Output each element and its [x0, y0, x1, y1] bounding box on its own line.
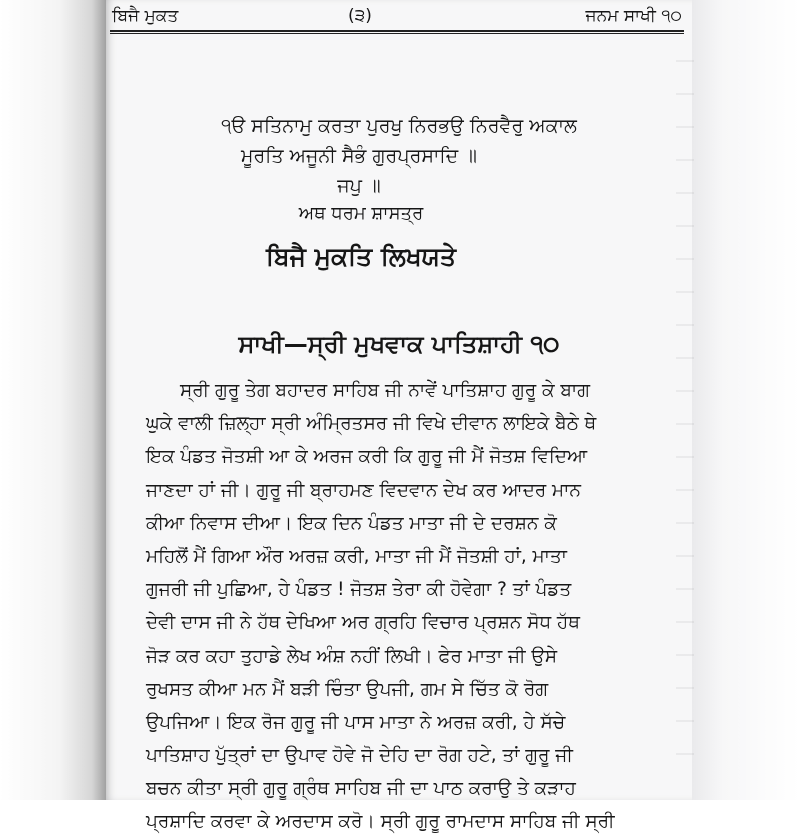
page-number: (੩)	[348, 6, 372, 26]
book-page	[106, 0, 692, 833]
saakhi-heading: ਸਾਖੀ—ਸ੍ਰੀ ਮੁਖਵਾਕ ਪਾਤਿਸ਼ਾਹੀ ੧੦	[238, 330, 560, 358]
body-line: ਸ੍ਰੀ ਗੁਰੂ ਤੇਗ ਬਹਾਦਰ ਸਾਹਿਬ ਜੀ ਨਾਵੇਂ ਪਾਤਿਸ਼ਾਹ ਗੁਰੂ ਕੇ ਬਾਗ	[180, 380, 590, 401]
body-line: ਪ੍ਰਸ਼ਾਦਿ ਕਰਵਾ ਕੇ ਅਰਦਾਸ ਕਰੋ। ਸ੍ਰੀ ਗੁਰੂ ਰਾਮਦਾਸ ਸਾਹਿਬ ਜੀ ਸ੍ਰੀ	[146, 811, 615, 833]
background-edge	[690, 0, 800, 800]
mool-mantar-line-1: ੧ੳ ਸਤਿਨਾਮੁ ਕਰਤਾ ਪੁਰਖੁ ਨਿਰਭਉ ਨਿਰਵੈਰੁ ਅਕਾਲ	[221, 115, 577, 137]
book-gutter-shadow	[0, 0, 108, 800]
header-rule	[110, 30, 684, 34]
body-line: ਰੁਖਸਤ ਕੀਆ ਮਨ ਮੈਂ ਬੜੀ ਚਿੰਤਾ ਉਪਜੀ, ਗਮ ਸੇ ਚਿੱਤ ਕੋ ਰੋਗ	[146, 678, 549, 700]
body-line: ਉਪਜਿਆ। ਇਕ ਰੋਜ ਗੁਰੂ ਜੀ ਪਾਸ ਮਾਤਾ ਨੇ ਅਰਜ਼ ਕਰੀ, ਹੇ ਸੱਚੇ	[146, 711, 566, 733]
body-line: ਪਾਤਿਸ਼ਾਹ ਪੁੱਤ੍ਰਾਂ ਦਾ ਉਪਾਵ ਹੋਵੇ ਜੋ ਦੇਹਿ ਦਾ ਰੋਗ ਹਟੇ, ਤਾਂ ਗੁਰੂ ਜੀ	[146, 745, 573, 767]
body-line: ਕੀਆ ਨਿਵਾਸ ਦੀਆ। ਇਕ ਦਿਨ ਪੰਡਤ ਮਾਤਾ ਜੀ ਦੇ ਦਰਸ਼ਨ ਕੋ	[146, 512, 557, 534]
body-line: ਜਾਣਦਾ ਹਾਂ ਜੀ। ਗੁਰੂ ਜੀ ਬ੍ਰਾਹਮਣ ਵਿਦਵਾਨ ਦੇਖ ਕਰ ਆਦਰ ਮਾਨ	[146, 479, 581, 501]
body-line: ਗੁਜਰੀ ਜੀ ਪੁਛਿਆ, ਹੇ ਪੰਡਤ ! ਜੋਤਸ਼ ਤੇਰਾ ਕੀ ਹੋਵੇਗਾ ? ਤਾਂ ਪੰਡਤ	[146, 579, 572, 601]
section-heading: ਬਿਜੈ ਮੁਕਤਿ ਲਿਖਯਤੇ	[265, 242, 457, 271]
body-line: ਬਚਨ ਕੀਤਾ ਸ੍ਰੀ ਗੁਰੂ ਗ੍ਰੰਥ ਸਾਹਿਬ ਜੀ ਦਾ ਪਾਠ ਕਰਾਉ ਤੇ ਕੜਾਹ	[146, 778, 576, 800]
body-line: ਇਕ ਪੰਡਤ ਜੋਤਸ਼ੀ ਆ ਕੇ ਅਰਜ ਕਰੀ ਕਿ ਗੁਰੂ ਜੀ ਮੈਂ ਜੋਤਸ਼ ਵਿਦਿਆ	[146, 446, 587, 468]
body-paragraph	[146, 374, 678, 839]
japu-line: ਜਪੁ ॥	[337, 175, 381, 197]
body-line: ਦੇਵੀ ਦਾਸ ਜੀ ਨੇ ਹੱਥ ਦੇਖਿਆ ਅਰ ਗ੍ਰਹਿ ਵਿਚਾਰ ਪ੍ਰਸ਼ਨ ਸੋਧ ਹੱਥ	[146, 612, 580, 634]
body-line: ਜੋੜ ਕਰ ਕਹਾ ਤੁਹਾਡੇ ਲੇਖ ਅੰਸ਼ ਨਹੀਂ ਲਿਖੀ। ਫੇਰ ਮਾਤਾ ਜੀ ਉਸੇ	[146, 645, 557, 667]
body-line: ਮਹਿਲੋਂ ਮੈਂ ਗਿਆ ਔਰ ਅਰਜ਼ ਕਰੀ, ਮਾਤਾ ਜੀ ਮੈਂ ਜੋਤਸ਼ੀ ਹਾਂ, ਮਾਤਾ	[146, 545, 567, 567]
header-book-title: ਬਿਜੈ ਮੁਕਤ	[112, 6, 179, 26]
show-through-text	[676, 60, 694, 760]
header-chapter-title: ਜਨਮ ਸਾਖੀ ੧੦	[585, 6, 682, 26]
body-line: ਘੁਕੇ ਵਾਲੀ ਜ਼ਿਲ੍ਹਾ ਸ੍ਰੀ ਅੰਮ੍ਰਿਤਸਰ ਜੀ ਵਿਖੇ ਦੀਵਾਨ ਲਾਇਕੇ ਬੈਠੇ ਥੇ	[146, 413, 597, 435]
running-header	[112, 4, 682, 32]
dharam-shastar-line: ਅਥ ਧਰਮ ਸ਼ਾਸਤ੍ਰ	[298, 203, 424, 224]
mool-mantar-line-2: ਮੂਰਤਿ ਅਜੂਨੀ ਸੈਭੰ ਗੁਰਪ੍ਰਸਾਦਿ ॥	[241, 145, 477, 167]
